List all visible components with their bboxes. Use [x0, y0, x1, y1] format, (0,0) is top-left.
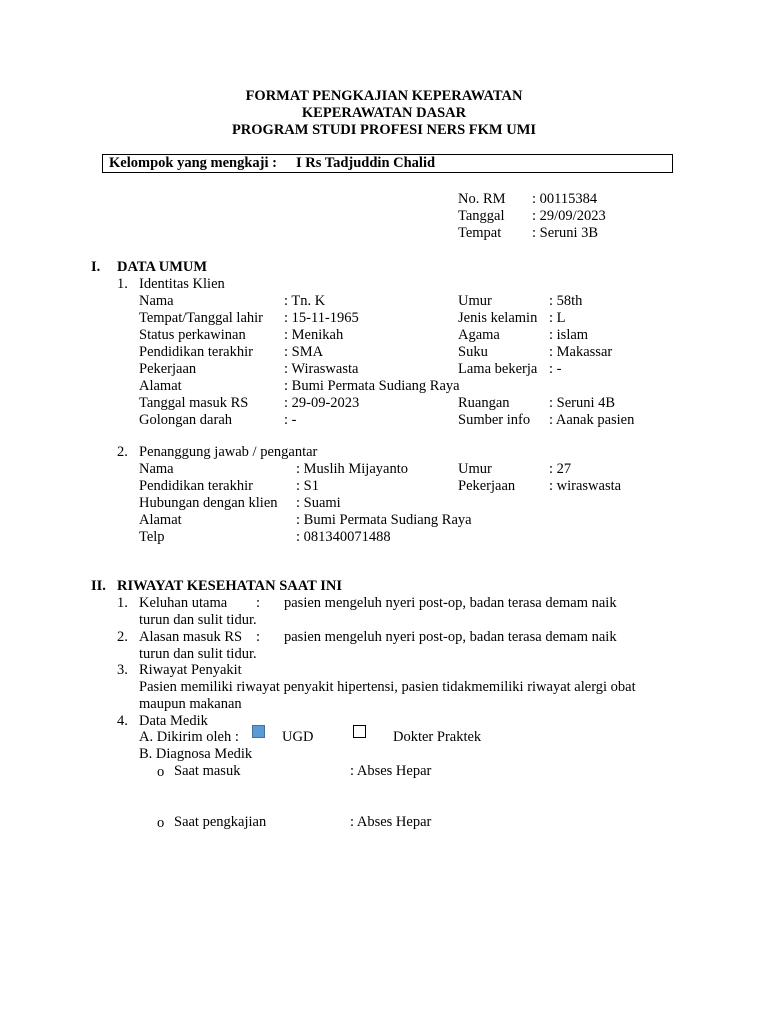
riwayat-text-line-2: maupun makanan	[139, 696, 242, 712]
medik-title: Data Medik	[139, 713, 208, 729]
identitas-value: : SMA	[284, 344, 324, 360]
identitas-value: : Bumi Permata Sudiang Raya	[284, 378, 460, 394]
record-tempat-value: : Seruni 3B	[532, 225, 599, 241]
record-rm-value: : 00115384	[532, 191, 598, 207]
title-line-2: KEPERAWATAN DASAR	[301, 105, 467, 121]
penanggung-label: Pendidikan terakhir	[139, 478, 253, 494]
alasan-value-continued: turun dan sulit tidur.	[139, 646, 257, 662]
identitas-title: Identitas Klien	[139, 276, 225, 292]
identitas-value: : -	[549, 361, 562, 377]
riwayat-text-line-1: Pasien memiliki riwayat penyakit hipertensi, pasien tidakmemiliki riwayat alergi obat	[139, 679, 636, 695]
identitas-label: Nama	[139, 293, 174, 309]
penanggung-label: Umur	[458, 461, 492, 477]
identitas-value: : Seruni 4B	[549, 395, 616, 411]
dikirim-label: A. Dikirim oleh :	[139, 729, 239, 745]
alasan-value: pasien mengeluh nyeri post-op, badan terasa demam naik	[284, 629, 617, 645]
identitas-value: : Menikah	[284, 327, 344, 343]
identitas-label: Umur	[458, 293, 492, 309]
title-line-3: PROGRAM STUDI PROFESI NERS FKM UMI	[231, 122, 537, 138]
penanggung-label: Telp	[139, 529, 165, 545]
penanggung-value: : S1	[296, 478, 319, 494]
penanggung-label: Hubungan dengan klien	[139, 495, 278, 511]
alasan-label: Alasan masuk RS	[139, 629, 243, 645]
kelompok-value: I Rs Tadjuddin Chalid	[296, 155, 436, 171]
section-2-number: II.	[91, 578, 106, 594]
identitas-label: Alamat	[139, 378, 182, 394]
identitas-value: : islam	[549, 327, 589, 343]
ugd-label: UGD	[282, 729, 314, 745]
identitas-value: : Wiraswasta	[284, 361, 359, 377]
alasan-number: 2.	[117, 629, 128, 645]
riwayat-title: Riwayat Penyakit	[139, 662, 242, 678]
riwayat-number: 3.	[117, 662, 128, 678]
diagnosa-label: B. Diagnosa Medik	[139, 746, 253, 762]
section-2-title: RIWAYAT KESEHATAN SAAT INI	[117, 578, 342, 594]
identitas-label: Lama bekerja	[458, 361, 538, 377]
alasan-colon: :	[256, 629, 261, 645]
identitas-label: Ruangan	[458, 395, 510, 411]
identitas-value: : Aanak pasien	[549, 412, 635, 428]
penanggung-label: Alamat	[139, 512, 182, 528]
identitas-number: 1.	[117, 276, 128, 292]
penanggung-value: : Bumi Permata Sudiang Raya	[296, 512, 472, 528]
identitas-label: Agama	[458, 327, 500, 343]
identitas-value: : -	[284, 412, 297, 428]
saat-masuk-value: : Abses Hepar	[350, 763, 432, 779]
identitas-value: : L	[549, 310, 566, 326]
identitas-label: Pekerjaan	[139, 361, 197, 377]
penanggung-value: : Suami	[296, 495, 341, 511]
identitas-label: Suku	[458, 344, 488, 360]
penanggung-title: Penanggung jawab / pengantar	[139, 444, 318, 460]
keluhan-number: 1.	[117, 595, 128, 611]
identitas-value: : 29-09-2023	[284, 395, 360, 411]
penanggung-label: Pekerjaan	[458, 478, 516, 494]
identitas-value: : 58th	[549, 293, 583, 309]
section-1-title: DATA UMUM	[117, 259, 208, 275]
identitas-label: Tempat/Tanggal lahir	[139, 310, 263, 326]
identitas-label: Golongan darah	[139, 412, 233, 428]
penanggung-value: : 081340071488	[296, 529, 391, 545]
identitas-value: : Tn. K	[284, 293, 326, 309]
identitas-value: : 15-11-1965	[284, 310, 359, 326]
penanggung-value: : Muslih Mijayanto	[296, 461, 408, 477]
identitas-label: Tanggal masuk RS	[139, 395, 249, 411]
identitas-value: : Makassar	[549, 344, 613, 360]
penanggung-number: 2.	[117, 444, 128, 460]
saat-pengkajian-label: Saat pengkajian	[174, 814, 267, 830]
penanggung-value: : 27	[549, 461, 572, 477]
bullet-icon: o	[157, 815, 165, 831]
record-tanggal-label: Tanggal	[458, 208, 505, 224]
record-rm-label: No. RM	[458, 191, 506, 207]
identitas-label: Jenis kelamin	[458, 310, 538, 326]
identitas-label: Sumber info	[458, 412, 531, 428]
title-line-1: FORMAT PENGKAJIAN KEPERAWATAN	[245, 88, 523, 104]
medik-number: 4.	[117, 713, 128, 729]
keluhan-colon: :	[256, 595, 261, 611]
kelompok-label: Kelompok yang mengkaji :	[109, 155, 277, 171]
identitas-label: Pendidikan terakhir	[139, 344, 253, 360]
penanggung-label: Nama	[139, 461, 174, 477]
keluhan-label: Keluhan utama	[139, 595, 228, 611]
ugd-checkbox[interactable]	[252, 725, 265, 738]
keluhan-value: pasien mengeluh nyeri post-op, badan terasa demam naik	[284, 595, 617, 611]
dokter-praktek-label: Dokter Praktek	[393, 729, 482, 745]
record-tempat-label: Tempat	[458, 225, 502, 241]
dokter-praktek-checkbox[interactable]	[353, 725, 366, 738]
keluhan-value-continued: turun dan sulit tidur.	[139, 612, 257, 628]
identitas-label: Status perkawinan	[139, 327, 246, 343]
section-1-number: I.	[91, 259, 101, 275]
record-tanggal-value: : 29/09/2023	[532, 208, 606, 224]
bullet-icon: o	[157, 764, 165, 780]
saat-masuk-label: Saat masuk	[174, 763, 241, 779]
saat-pengkajian-value: : Abses Hepar	[350, 814, 432, 830]
penanggung-value: : wiraswasta	[549, 478, 622, 494]
